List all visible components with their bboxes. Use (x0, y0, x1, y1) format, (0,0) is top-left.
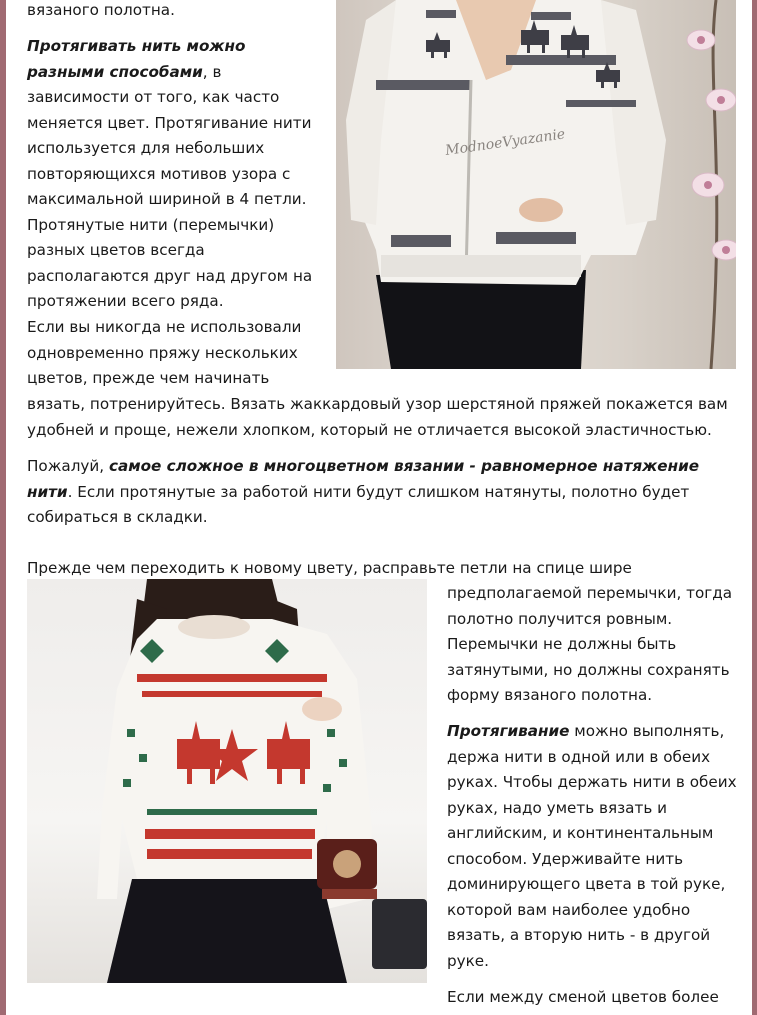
paragraph-1-emphasis: Протягивать нить можно разными способами (27, 37, 246, 81)
right-border (752, 0, 757, 1015)
paragraph-2-start: Если вы никогда не использовали одновременно пряжу нескольких цветов, прежде чем начинать (27, 318, 302, 387)
jumper-illustration (27, 579, 427, 983)
paragraph-6: Если между сменой цветов более (447, 988, 719, 1006)
paragraph-3-emphasis: самое сложное в многоцветном вязании - равномерное натяжение нити (27, 457, 700, 501)
paragraph-5-emphasis: Протягивание (447, 722, 570, 740)
paragraph-4-end: предполагаемой перемычки, тогда полотно получится ровным. Перемычки не должны быть затянутыми, но должны сохранять форму вязаного полотна. (447, 584, 733, 704)
watermark-text: ModnoeVyazanie (444, 126, 567, 159)
paragraph-1-text: , в зависимости от того, как часто меняется цвет. Протягивание нити используется для небольших повторяющихся мотивов узора с максимальной шириной в 4 петли. Протянутые нити (перемычки) разных цветов всегда располагаются друг над другом на протяжении всего ряда. (27, 62, 313, 310)
cardigan-photo (336, 0, 736, 369)
paragraph-3 (27, 454, 739, 531)
paragraph-5-text: можно выполнять, держа нити в одной или в обеих руках. Чтобы держать нити в обеих руках, надо уметь вязать и английским, и континентальным способом. Удерживайте нить доминирующего цвета в той руке, которой вам наиболее удобно вязать, а вторую нить - в другой руке. (447, 722, 737, 970)
paragraph-3-text: . Если протянутые за работой нити будут слишком натянуты, полотно будет собираться в складки. (27, 482, 690, 526)
paragraph-5 (447, 719, 739, 974)
paragraph-1 (27, 34, 317, 315)
paragraph-3-lead: Пожалуй, (27, 457, 109, 475)
paragraph-0: вязаного полотна. (27, 1, 175, 19)
paragraph-2-end: вязать, потренируйтесь. Вязать жаккардовый узор шерстяной пряжей покажется вам удобней и проще, нежели хлопком, который не отличается высокой эластичностью. (27, 395, 728, 439)
paragraph-4-start: Прежде чем переходить к новому цвету, расправьте петли на спице шире (27, 559, 632, 577)
left-border (0, 0, 6, 1015)
cardigan-illustration (336, 0, 736, 369)
jumper-photo (27, 579, 427, 983)
article-body (27, 0, 739, 1015)
